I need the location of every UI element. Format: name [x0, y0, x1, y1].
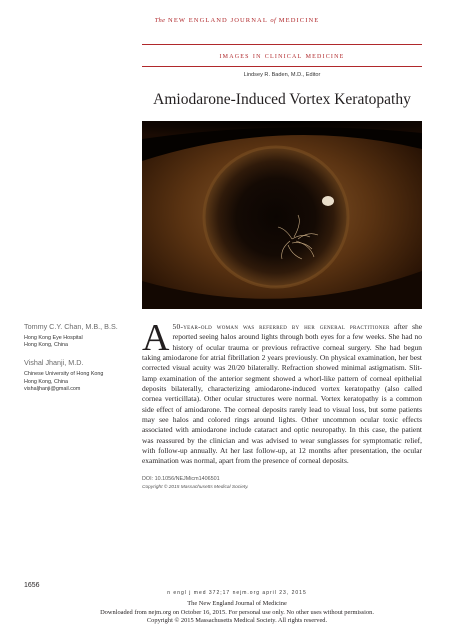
page-number: 1656	[24, 582, 40, 589]
footer-line: The New England Journal of Medicine	[187, 600, 287, 607]
author-block	[24, 358, 136, 393]
section-banner	[142, 44, 422, 67]
author-affiliation: Hong Kong, China	[24, 342, 69, 349]
lead-in: 50-year-old woman was referred by her general practitioner	[172, 322, 390, 331]
body-text: after she reported seeing halos around lights through both eyes for a few weeks. She had no history of ocular trauma or previous refractive corneal surgery. She had begun taking amiodarone for atrial fibrillation 2 years previously. On physical examination, her best corrected visual acuity was 20/20 bilaterally. Refraction showed minimal astigmatism. Slit-lamp examination of the anterior segment showed a whorl-like pattern of corneal epithelial deposits bilaterally, characterizing amiodarone-induced vortex keratopathy (also called cornea verticillata). Other ocular structures were normal. Vortex keratopathy is a common side effect of amiodarone. The corneal deposits rarely lead to visual loss, but some patients may see halos and colored rings around lights. Other uncommon ocular toxic effects associated with amiodarone include cataract and optic neuropathy. In this case, the patient was reassured by the clinician and was advised to wear sunglasses for symptomatic relief, with follow-up annually. At her last follow-up, at 12 months after presentation, the ocular examination was normal, apart from the presence of corneal deposits.	[142, 322, 422, 466]
journal-citation: n engl j med 372;17 nejm.org april 23, 2015	[167, 590, 307, 596]
footer-line: Downloaded from nejm.org on October 16, 2015. For personal use only. No other uses without permission.	[100, 608, 374, 616]
eye-photo	[142, 121, 422, 309]
copyright-line: Copyright © 2015 Massachusetts Medical Society.	[142, 485, 249, 490]
author-name: Tommy C.Y. Chan, M.B., B.S.	[24, 322, 118, 331]
article-body	[142, 317, 422, 467]
author-affiliation: Hong Kong Eye Hospital	[24, 335, 83, 341]
author-name: Vishal Jhanji, M.D.	[24, 358, 84, 368]
running-head	[0, 17, 474, 24]
section-label: images in clinical medicine	[219, 51, 345, 60]
running-head-suffix: MEDICINE	[278, 17, 320, 24]
drop-cap: A	[142, 317, 170, 359]
author-email[interactable]: vishaljhanji@gmail.com	[24, 385, 81, 392]
download-footer	[0, 600, 474, 626]
footer-line: Copyright © 2015 Massachusetts Medical Society. All rights reserved.	[146, 617, 328, 625]
editor-credit: Lindsey R. Baden, M.D., Editor	[243, 72, 321, 78]
article-title: Amiodarone-Induced Vortex Keratopathy	[153, 91, 411, 108]
running-head-journal: NEW ENGLAND JOURNAL	[168, 17, 268, 24]
running-head-prefix: The	[154, 17, 166, 24]
doi[interactable]: DOI: 10.1056/NEJMicm1406501	[142, 476, 220, 482]
author-affiliation: Hong Kong, China	[24, 378, 69, 385]
author-affiliation: Chinese University of Hong Kong	[24, 371, 104, 378]
running-head-of: of	[270, 17, 277, 24]
author-list	[24, 322, 136, 402]
author-block	[24, 322, 136, 349]
